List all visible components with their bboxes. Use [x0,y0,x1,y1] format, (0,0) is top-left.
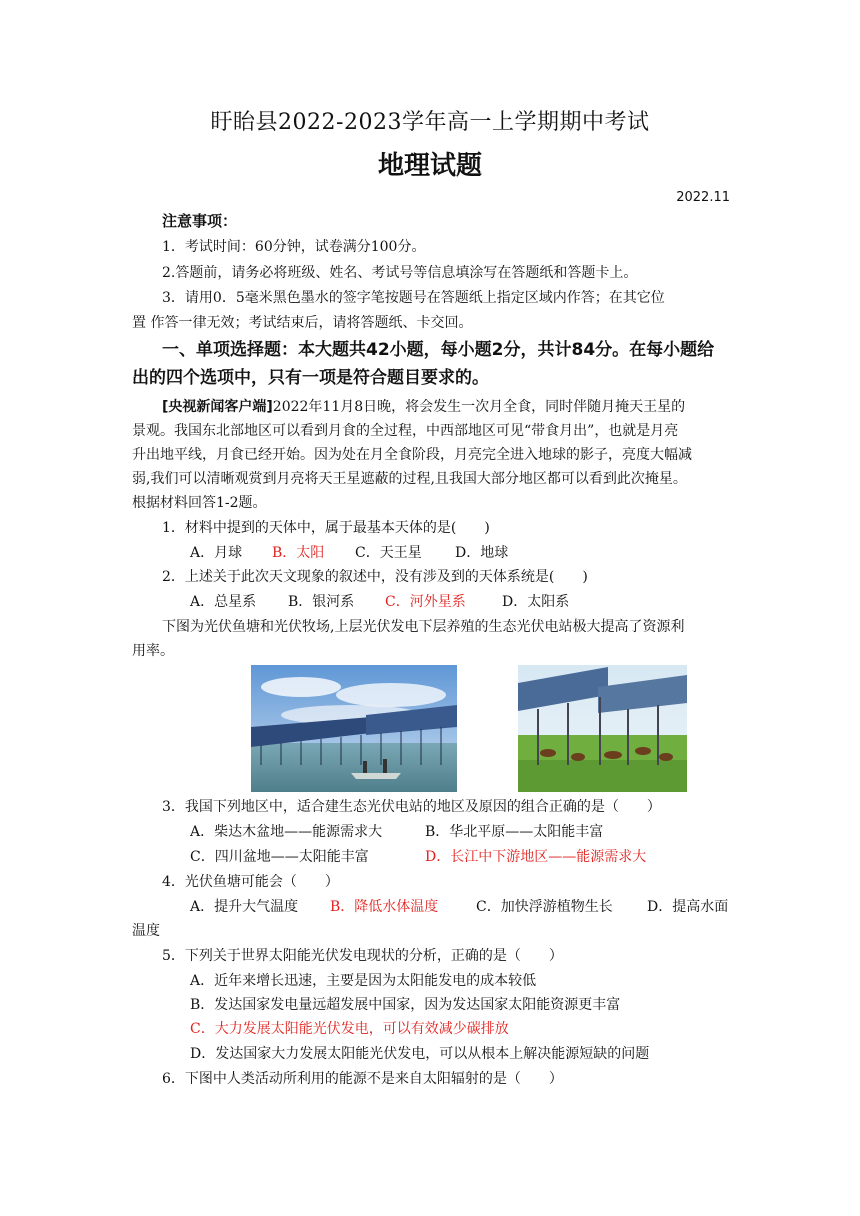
question-5-option-d: D．发达国家大力发展太阳能光伏发电，可以从根本上解决能源短缺的问题 [190,1046,650,1062]
passage-2-line-2: 用率。 [132,643,174,659]
question-4-option-b: B．降低水体温度 [330,899,439,915]
question-1-option-c: C．天王星 [355,545,422,561]
question-6-stem: 6．下图中人类活动所利用的能源不是来自太阳辐射的是（ ） [162,1071,563,1087]
photo-pv-fish-pond [251,665,457,792]
pv-pasture-image [518,665,687,792]
question-4-option-d-cont: 温度 [132,923,160,939]
question-5-stem: 5．下列关于世界太阳能光伏发电现状的分析，正确的是（ ） [162,948,563,964]
question-3-option-c: C．四川盆地——太阳能丰富 [190,849,369,865]
question-3-option-d: D．长江中下游地区——能源需求大 [425,849,647,865]
question-1-option-a: A．月球 [190,545,243,561]
passage-1-line-2: 景观。我国东北部地区可以看到月食的全过程，中西部地区可见“带食月出”，也就是月亮 [132,423,679,439]
section-heading: 一、单项选择题：本大题共42小题，每小题2分，共计84分。在每小题给 [162,340,715,360]
passage-1-line-5: 根据材料回答1-2题。 [132,495,267,511]
question-1-stem: 1．材料中提到的天体中，属于最基本天体的是( ) [162,520,490,536]
notes-item-3: 3．请用0．5毫米黑色墨水的签字笔按题号在答题纸上指定区域内作答；在其它位 [162,290,665,306]
pv-fish-pond-image [251,665,457,792]
notes-heading: 注意事项： [162,212,238,230]
question-2-option-d: D．太阳系 [502,594,570,610]
passage-1-line-4: 弱,我们可以清晰观赏到月亮将天王星遮蔽的过程,且我国大部分地区都可以看到此次掩星。 [132,471,687,487]
question-3-stem: 3．我国下列地区中，适合建生态光伏电站的地区及原因的组合正确的是（ ） [162,799,661,815]
passage-source: [央视新闻客户端] [162,399,273,415]
passage-2-line-1: 下图为光伏鱼塘和光伏牧场,上层光伏发电下层养殖的生态光伏电站极大提高了资源利 [162,619,685,635]
question-2-option-a: A．总星系 [190,594,257,610]
question-4-option-c: C．加快浮游植物生长 [476,899,613,915]
question-4-option-d: D．提高水面 [647,899,729,915]
question-2-stem: 2．上述关于此次天文现象的叙述中，没有涉及到的天体系统是( ) [162,569,588,585]
question-1-option-b: B．太阳 [272,545,325,561]
question-4-option-a: A．提升大气温度 [190,899,299,915]
question-1-option-d: D．地球 [455,545,509,561]
passage-1-line-1: [央视新闻客户端]2022年11月8日晚，将会发生一次月全食，同时伴随月掩天王星的 [162,399,686,415]
exam-subtitle: 地理试题 [377,151,482,181]
question-2-option-b: B．银河系 [288,594,355,610]
question-3-option-a: A．柴达木盆地——能源需求大 [190,824,383,840]
question-4-stem: 4．光伏鱼塘可能会（ ） [162,874,339,890]
notes-item-3-cont: 置 作答一律无效；考试结束后，请将答题纸、卡交回。 [132,315,473,331]
question-5-option-a: A．近年来增长迅速，主要是因为太阳能发电的成本较低 [190,973,537,989]
section-heading-cont: 出的四个选项中，只有一项是符合题目要求的。 [132,368,489,388]
question-5-option-c: C．大力发展太阳能光伏发电，可以有效减少碳排放 [190,1021,509,1037]
passage-1-line-3: 升出地平线，月食已经开始。因为处在月全食阶段，月亮完全进入地球的影子，亮度大幅减 [132,447,692,463]
exam-title: 盱眙县2022-2023学年高一上学期期中考试 [210,110,650,135]
notes-item-2: 2.答题前，请务必将班级、姓名、考试号等信息填涂写在答题纸和答题卡上。 [162,265,638,281]
question-5-option-b: B．发达国家发电量远超发展中国家，因为发达国家太阳能资源更丰富 [190,997,621,1013]
photo-pv-pasture [518,665,687,792]
question-2-option-c: C．河外星系 [385,594,466,610]
notes-item-1: 1．考试时间：60分钟，试卷满分100分。 [162,239,426,255]
question-3-option-b: B．华北平原——太阳能丰富 [425,824,604,840]
exam-date: 2022.11 [676,190,730,205]
